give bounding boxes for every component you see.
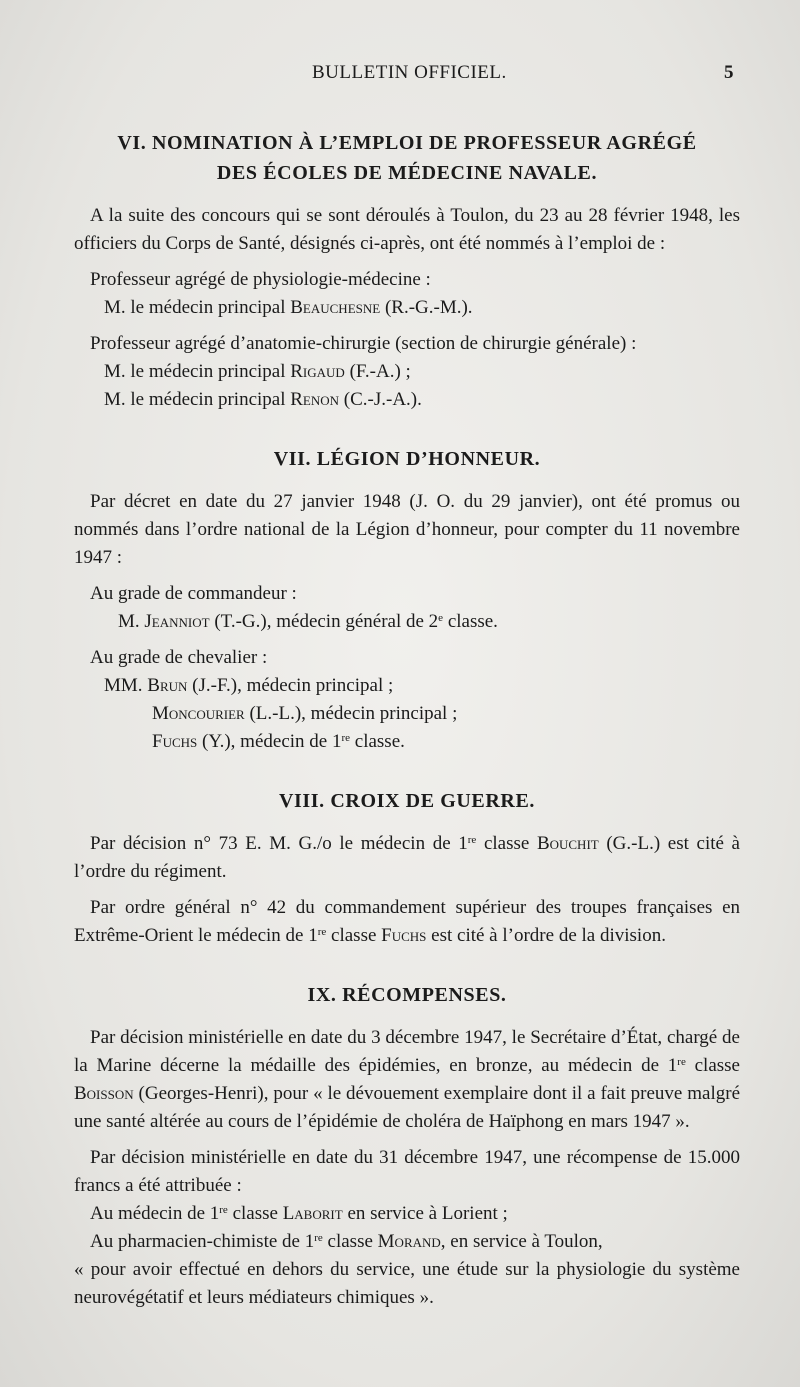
nomination-sub1-title: Professeur agrégé de physiologie-médecine : [90,269,431,290]
person-name: Rigaud [290,361,345,382]
section-title-croix: VIII. CROIX DE GUERRE. [278,790,535,812]
person-name: Jeanniot [144,611,210,632]
legion-chevalier-item1: MM. Brun (J.-F.), médecin principal ; [104,675,394,696]
running-title: BULLETIN OFFICIEL. [312,62,507,83]
recompenses-paragraph-1: Par décision ministérielle en date du 3 décembre 1947, le Secrétaire d’État, chargé de la Marine décerne la médaille des épidémies, en bronze, au médecin de 1re classe Boisson (Georges-Henri), pour « le dévouement exemplaire dont il a fait preuve malgré une santé altérée au cours de l’épidémie de choléra de Haïphong en mars 1947 ». [74,1027,740,1132]
section-legion-honneur [74,444,740,756]
recompenses-item-morand: Au pharmacien-chimiste de 1re classe Morand, en service à Toulon, [90,1231,603,1252]
person-name: Beauchesne [290,297,381,318]
person-name: Fuchs [152,731,198,752]
nomination-sub1-item1: M. le médecin principal Beauchesne (R.-G.-M.). [104,297,473,318]
croix-paragraph-2: Par ordre général n° 42 du commandement supérieur des troupes françaises en Extrême-Orient le médecin de 1re classe Fuchs est cité à l’ordre de la division. [74,897,740,946]
page-number: 5 [724,62,734,83]
recompenses-item-laborit: Au médecin de 1re classe Laborit en service à Lorient ; [90,1203,508,1224]
section-title-nomination-line1: VI. NOMINATION À L’EMPLOI DE PROFESSEUR AGRÉGÉ [117,132,697,154]
person-name: Fuchs [381,925,427,946]
nomination-intro: A la suite des concours qui se sont déroulés à Toulon, du 23 au 28 février 1948, les officiers du Corps de Santé, désignés ci-après, ont été nommés à l’emploi de : [74,205,740,254]
section-nomination [74,128,740,414]
legion-chevalier-item2: Moncourier (L.-L.), médecin principal ; [152,703,458,724]
person-name: Renon [290,389,340,410]
person-name: Laborit [282,1203,343,1224]
legion-intro: Par décret en date du 27 janvier 1948 (J. O. du 29 janvier), ont été promus ou nommés dans l’ordre national de la Légion d’honneur, pour compter du 11 novembre 1947 : [74,491,740,568]
recompenses-citation: « pour avoir effectué en dehors du service, une étude sur la physiologie du système neurovégétatif et leurs médiateurs chimiques ». [74,1259,740,1308]
person-name: Boisson [74,1083,134,1104]
legion-grade-commandeur: Au grade de commandeur : [90,583,297,604]
nomination-sub2-title: Professeur agrégé d’anatomie-chirurgie (section de chirurgie générale) : [90,333,637,354]
legion-chevalier-item3: Fuchs (Y.), médecin de 1re classe. [152,731,405,752]
section-title-legion: VII. LÉGION D’HONNEUR. [273,448,541,470]
person-name: Bouchit [536,833,599,854]
section-croix-de-guerre [74,786,740,950]
page-content [74,128,740,1312]
section-title-nomination-line2: DES ÉCOLES DE MÉDECINE NAVALE. [216,162,598,184]
legion-grade-chevalier: Au grade de chevalier : [90,647,268,668]
person-name: Moncourier [152,703,245,724]
croix-paragraph-1: Par décision n° 73 E. M. G./o le médecin de 1re classe Bouchit (G.-L.) est cité à l’ordre du régiment. [74,833,740,882]
section-title-recompenses: IX. RÉCOMPENSES. [307,984,507,1006]
legion-commandeur-item: M. Jeanniot (T.-G.), médecin général de 2e classe. [118,611,498,632]
section-recompenses [74,980,740,1312]
person-name: Morand [377,1231,441,1252]
recompenses-paragraph-2: Par décision ministérielle en date du 31 décembre 1947, une récompense de 15.000 francs a été attribuée : [74,1147,740,1196]
nomination-sub2-item1: M. le médecin principal Rigaud (F.-A.) ; [104,361,411,382]
person-name: Brun [147,675,188,696]
nomination-sub2-item2: M. le médecin principal Renon (C.-J.-A.). [104,389,422,410]
